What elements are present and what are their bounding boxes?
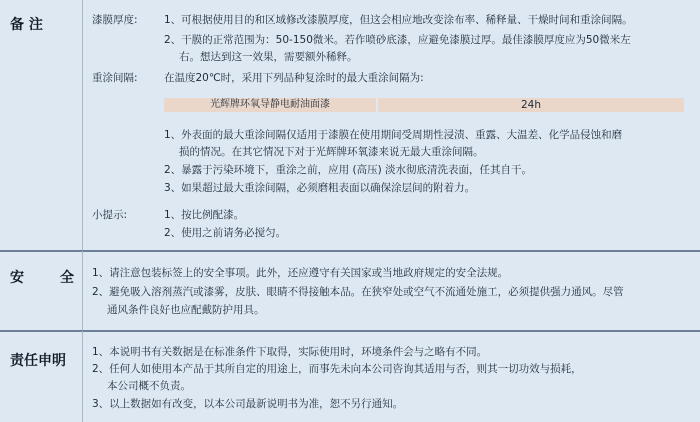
tips-label: 小提示: xyxy=(92,209,128,221)
tips-item-2: 2、使用之前请务必搅匀。 xyxy=(164,227,287,239)
liability-item-2: 2、任何人如使用本产品于其所自定的用途上，而事先未向本公司咨询其适用与否，则其一切功效与损耗， xyxy=(92,363,582,375)
liability-item-2b: 本公司概不负责。 xyxy=(107,380,191,392)
film-thickness-item-1: 1、可根据使用目的和区域修改漆膜厚度，但这会相应地改变涂布率、稀释量、干燥时间和重涂间隔。 xyxy=(164,14,633,26)
recoat-item-3: 3、如果超过最大重涂间隔，必须磨粗表面以确保涂层间的附着力。 xyxy=(164,182,476,194)
liability-column-divider xyxy=(82,331,83,422)
film-thickness-label: 漆膜厚度: xyxy=(92,14,138,26)
film-thickness-item-2: 2、干膜的正常范围为：50-150微米。若作喷砂底漆，应避免漆膜过厚。最佳漆膜厚度应为50微米左 xyxy=(164,34,631,46)
recoat-item-2: 2、暴露于污染环境下，重涂之前，应用 (高压) 淡水彻底清洗表面，任其自干。 xyxy=(164,164,533,176)
recoat-label: 重涂间隔: xyxy=(92,72,138,84)
safety-title xyxy=(10,267,74,287)
liability-item-3: 3、以上数据如有改变，以本公司最新说明书为准，恕不另行通知。 xyxy=(92,398,404,410)
liability-title: 责任申明 xyxy=(10,353,66,369)
film-thickness-item-3: 右。想达到这一效果，需要额外稀释。 xyxy=(179,51,358,63)
tips-item-1: 1、按比例配漆。 xyxy=(164,209,245,221)
safety-title-char-2: 全 xyxy=(60,270,74,286)
safety-item-1: 1、请注意包装标签上的安全事项。此外，还应遵守有关国家或当地政府规定的安全法规。 xyxy=(92,267,509,279)
notes-column-divider xyxy=(82,0,83,251)
safety-title-char-1: 安 xyxy=(10,270,24,286)
safety-item-2: 2、避免吸入溶剂蒸汽或漆雾，皮肤、眼睛不得接触本品。在狭窄处或空气不流通处施工，必须提供强力通风。尽管 xyxy=(92,286,624,298)
safety-section xyxy=(0,251,700,331)
recoat-item-1b: 损的情况。在其它情况下对于光辉牌环氧漆来说无最大重涂间隔。 xyxy=(179,146,484,158)
safety-item-2b: 通风条件良好也应配戴防护用具。 xyxy=(107,304,265,316)
recoat-table-interval: 24h xyxy=(520,99,541,111)
recoat-intro: 在温度20℃时，采用下列品种复涂时的最大重涂间隔为: xyxy=(164,72,424,84)
safety-column-divider xyxy=(82,251,83,331)
notes-title: 备 注 xyxy=(10,17,43,33)
recoat-table-product: 光辉牌环氧导静电耐油面漆 xyxy=(210,99,330,110)
liability-item-1: 1、本说明书有关数据是在标准条件下取得，实际使用时，环境条件会与之略有不同。 xyxy=(92,346,488,358)
recoat-item-1: 1、外表面的最大重涂间隔仅适用于漆膜在使用期间受周期性浸渍、重露、大温差、化学品侵蚀和磨 xyxy=(164,129,623,141)
liability-section xyxy=(0,331,700,422)
